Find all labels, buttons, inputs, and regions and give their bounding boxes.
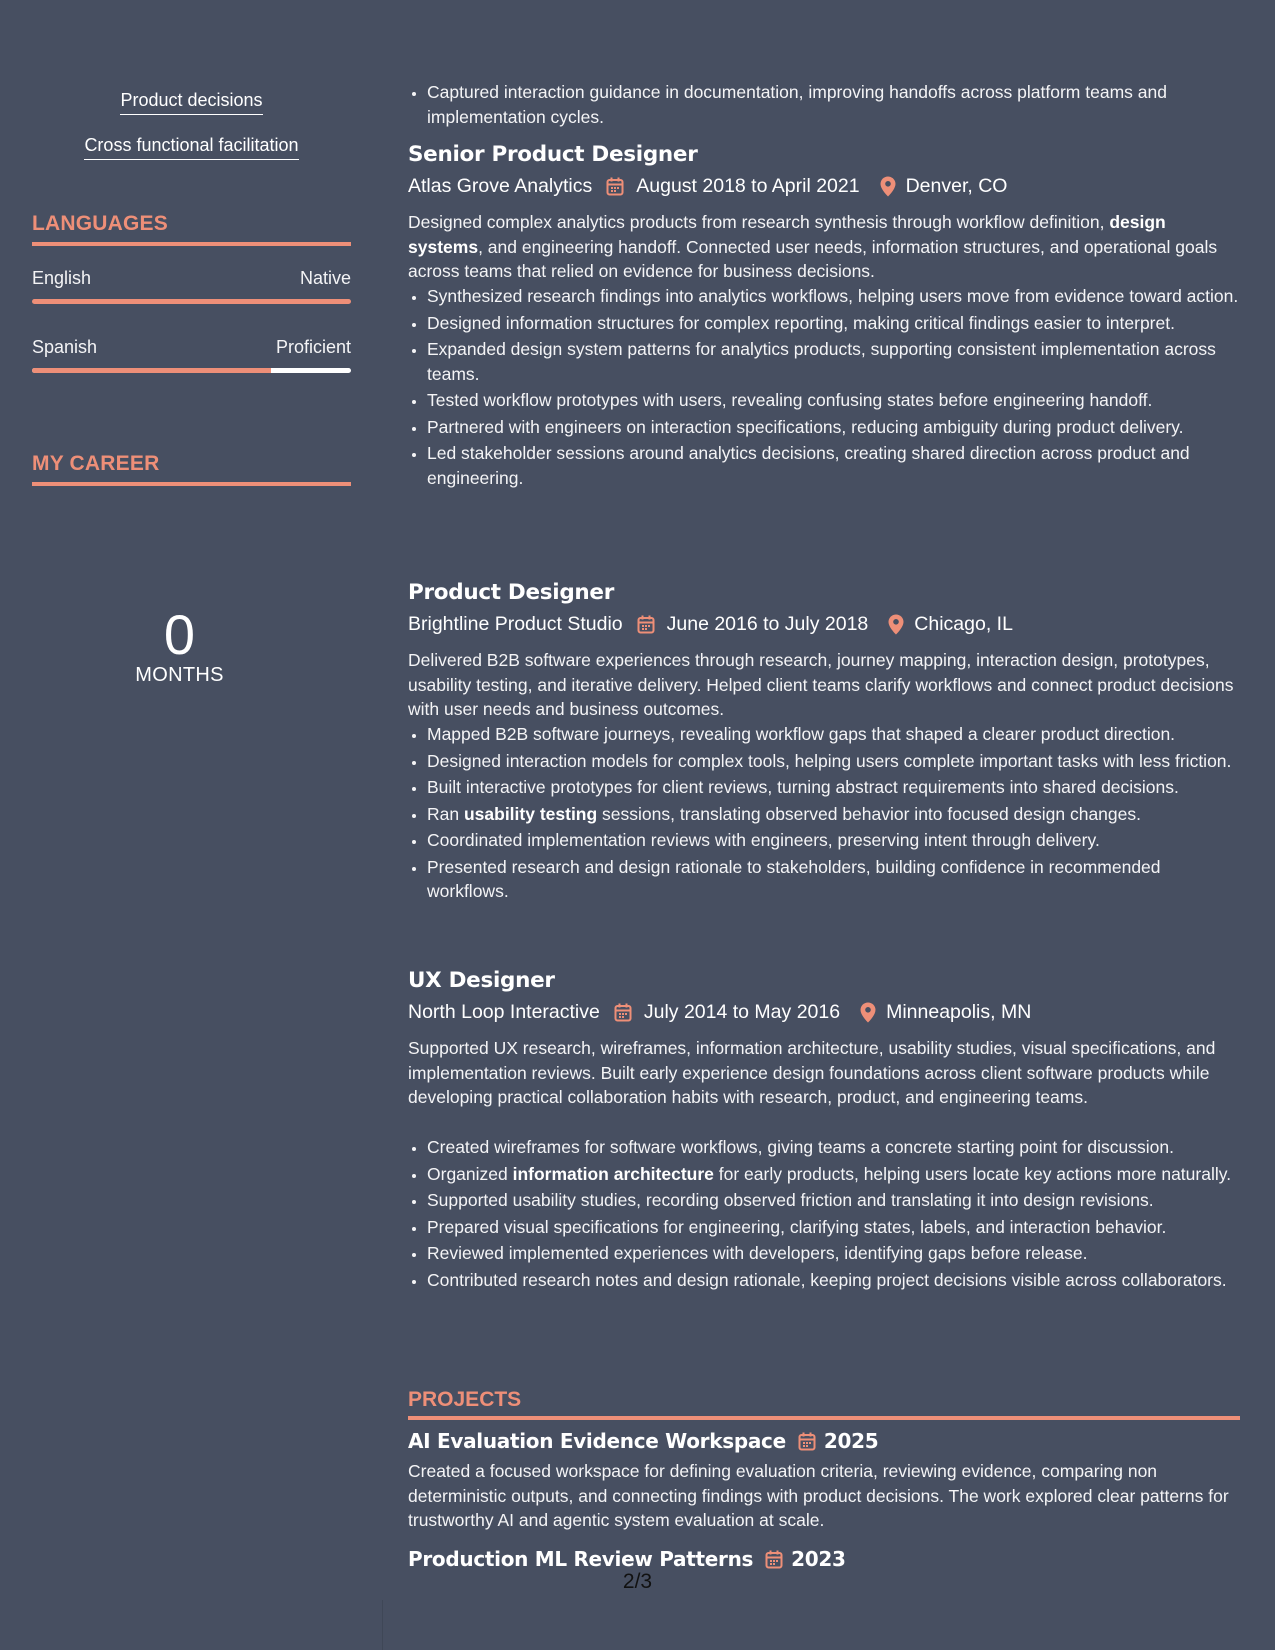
calendar-icon [614,1003,632,1022]
bullet-bold: information architecture [512,1163,714,1184]
company-name: Atlas Grove Analytics [408,175,593,197]
language-bar-fill [32,368,271,373]
summary-text: Supported UX research, wireframes, information architecture, usability studies, visual specifications, and implementation reviews. Built early experience design foundations across client software products while developing practical collaboration habits with research, product, and engineering teams. [408,1038,1216,1107]
column-divider [382,1600,383,1650]
job-summary [408,1036,1240,1110]
career-heading: MY CAREER [32,452,351,486]
list-item [427,802,1240,827]
languages-heading: LANGUAGES [32,212,351,246]
job-location: Denver, CO [905,175,1008,197]
language-row-spanish [32,337,351,358]
job-meta [408,175,1007,198]
map-pin-icon [880,176,896,197]
bullet-text: Organized [427,1163,513,1184]
calendar-icon [798,1432,816,1451]
bullet-bold: usability testing [463,803,598,824]
project-title [408,1547,846,1571]
language-row-english [32,268,351,289]
calendar-icon [637,615,655,634]
list-item: • Designed interaction models for complex tools, helping users complete important tasks with less friction. [427,749,1240,774]
list-item: • Coordinated implementation reviews with engineers, preserving intent through delivery. [427,828,1240,853]
project-year: 2025 [823,1429,879,1453]
list-item: • Built interactive prototypes for client reviews, turning abstract requirements into shared decisions. [427,775,1240,800]
summary-text: , and engineering handoff. Connected user needs, information structures, and operational goals across teams that relied on evidence for business decisions. [408,236,1218,281]
job-summary [408,210,1240,284]
calendar-icon [606,177,624,196]
job-bullets [408,1135,1240,1294]
language-level: Native [299,268,351,288]
skill-link-cross-functional[interactable]: Cross functional facilitation [84,133,298,160]
list-item: • Presented research and design rationale to stakeholders, building confidence in recommended workflows. [427,855,1240,904]
project-title [408,1429,878,1453]
list-item: • Led stakeholder sessions around analytics decisions, creating shared direction across product and engineering. [427,441,1240,490]
project-year: 2023 [791,1547,846,1571]
language-name: Spanish [32,337,98,357]
language-bar-spanish [32,368,351,373]
list-item: • Tested workflow prototypes with users, revealing confusing states before engineering handoff. [427,388,1240,413]
job-dates: June 2016 to July 2018 [666,613,869,635]
list-item: • Created wireframes for software workflows, giving teams a concrete starting point for discussion. [427,1135,1240,1160]
top-bullets [408,80,1240,131]
job-meta [408,1001,1031,1024]
skill-link-wrap [32,88,351,115]
job-meta [408,613,1013,636]
job-dates: August 2018 to April 2021 [636,175,860,197]
company-name: Brightline Product Studio [408,613,623,635]
language-level: Proficient [275,337,351,357]
summary-text: Designed complex analytics products from research synthesis through workflow definition, [408,212,1110,232]
job-bullets [408,722,1240,906]
project-name: Production ML Review Patterns [408,1547,754,1571]
list-item: • Mapped B2B software journeys, revealing workflow gaps that shaped a clearer product direction. [427,722,1240,747]
projects-heading: PROJECTS [408,1388,1240,1420]
list-item: • Prepared visual specifications for engineering, clarifying states, labels, and interaction behavior. [427,1215,1240,1240]
job-dates: July 2014 to May 2016 [643,1001,841,1023]
summary-text: Delivered B2B software experiences through research, journey mapping, interaction design, prototypes, usability testing, and iterative delivery. Helped client teams clarify workflows and connect product decisions with user needs and business outcomes. [408,650,1234,719]
language-bar-fill [32,299,351,304]
project-name: AI Evaluation Evidence Workspace [408,1429,786,1453]
job-bullets [408,284,1240,492]
list-item: • Partnered with engineers on interaction specifications, reducing ambiguity during product delivery. [427,415,1240,440]
career-unit: MONTHS [135,664,224,686]
job-title: Product Designer [408,580,615,605]
page-number: 2/3 [622,1570,653,1593]
project-description-text: Created a focused workspace for defining evaluation criteria, reviewing evidence, comparing non deterministic outputs, and connecting findings with product decisions. The work explored clear patterns for trustworthy AI and agentic system evaluation at scale. [408,1461,1229,1530]
list-item: • Expanded design system patterns for analytics products, supporting consistent implementation across teams. [427,337,1240,386]
company-name: North Loop Interactive [408,1001,600,1023]
bullet-text: for early products, helping users locate key actions more naturally. [713,1163,1232,1184]
skill-link-product-decisions[interactable]: Product decisions [120,88,262,115]
list-item [427,1162,1240,1187]
summary-bold: design systems [408,212,1166,257]
career-value: 0 [163,603,196,666]
list-item: • Designed information structures for complex reporting, making critical findings easier to interpret. [427,311,1240,336]
job-location: Minneapolis, MN [886,1001,1032,1023]
map-pin-icon [888,614,904,635]
calendar-icon [765,1550,783,1569]
bullet-text: sessions, translating observed behavior into focused design changes. [597,803,1141,824]
language-name: English [32,268,92,288]
list-item: • Reviewed implemented experiences with developers, identifying gaps before release. [427,1241,1240,1266]
list-item: • Synthesized research findings into analytics workflows, helping users move from evidence toward action. [427,284,1240,309]
job-location: Chicago, IL [914,613,1013,635]
project-description [408,1459,1240,1533]
map-pin-icon [860,1002,876,1023]
list-item: • Captured interaction guidance in documentation, improving handoffs across platform teams and implementation cycles. [427,80,1240,129]
bullet-text: Ran [427,803,464,824]
skill-link-wrap [32,133,351,160]
job-title: UX Designer [408,968,555,993]
list-item: • Contributed research notes and design rationale, keeping project decisions visible across collaborators. [427,1268,1240,1293]
list-item: • Supported usability studies, recording observed friction and translating it into design revisions. [427,1188,1240,1213]
job-title: Senior Product Designer [408,142,698,167]
job-summary [408,648,1240,722]
language-bar-english [32,299,351,304]
